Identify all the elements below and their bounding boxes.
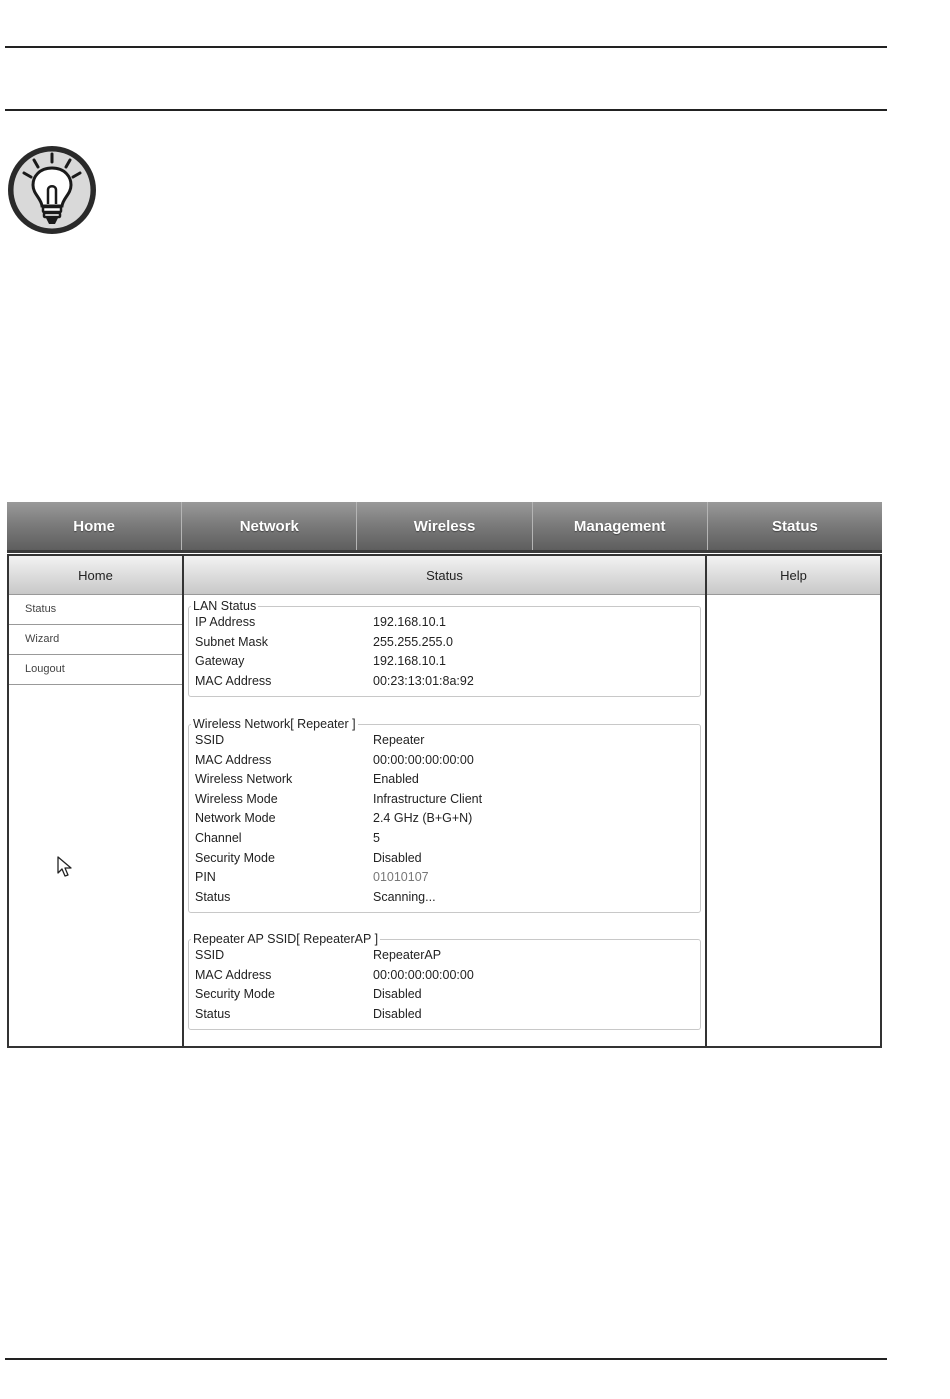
table-row: MAC Address 00:00:00:00:00:00 bbox=[195, 752, 474, 767]
sidebar-header: Home bbox=[9, 556, 182, 595]
repeater-ap-title: Repeater AP SSID[ RepeaterAP ] bbox=[193, 932, 379, 946]
table-row: PIN 01010107 bbox=[195, 868, 700, 888]
wps-pin-value: 01010107 bbox=[373, 870, 429, 885]
table-row: MAC Address 00:00:00:00:00:00 bbox=[195, 967, 474, 982]
table-row: Wireless Network Enabled bbox=[195, 772, 419, 787]
router-ui bbox=[7, 502, 882, 1048]
table-row: Wireless Mode Infrastructure Client bbox=[195, 791, 483, 806]
table-row: Subnet Mask 255.255.255.0 bbox=[195, 633, 700, 653]
wireless-network-title: Wireless Network[ Repeater ] bbox=[193, 717, 356, 731]
top-rule bbox=[5, 46, 887, 48]
mouse-cursor-icon bbox=[57, 856, 73, 878]
table-row: Security Mode Disabled bbox=[195, 850, 422, 865]
table-row: SSID Repeater bbox=[195, 733, 425, 747]
table-row: MAC Address 00:23:13:01:8a:92 bbox=[195, 672, 700, 692]
nav-tab-management[interactable]: Management bbox=[533, 502, 708, 550]
sidebar-item-wizard[interactable]: Wizard bbox=[9, 625, 182, 655]
nav-tab-home[interactable]: Home bbox=[7, 502, 182, 550]
table-row: IP Address 192.168.10.1 bbox=[195, 613, 700, 633]
table-row: Security Mode Disabled bbox=[195, 987, 422, 1002]
sidebar-item-logout[interactable]: Lougout bbox=[9, 655, 182, 685]
help-panel bbox=[705, 554, 882, 1048]
lan-ip-value: 192.168.10.1 bbox=[373, 615, 446, 629]
nav-tab-network[interactable]: Network bbox=[182, 502, 357, 550]
table-row: Status Disabled bbox=[195, 1006, 422, 1021]
header-rule bbox=[5, 109, 887, 111]
nav-tab-status[interactable]: Status bbox=[771, 517, 818, 535]
table-row: Gateway 192.168.10.1 bbox=[195, 652, 700, 672]
repeater-ap-group bbox=[188, 932, 701, 1030]
lan-mac-value: 00:23:13:01:8a:92 bbox=[373, 673, 474, 688]
help-header: Help bbox=[707, 556, 880, 595]
main-panel bbox=[182, 554, 707, 1048]
lan-status-title: LAN Status bbox=[193, 599, 257, 613]
bottom-rule bbox=[5, 1358, 887, 1360]
lan-status-group bbox=[188, 599, 701, 697]
table-row: Status Scanning... bbox=[195, 888, 700, 908]
sidebar-item-status[interactable]: Status bbox=[9, 595, 182, 625]
wireless-network-group bbox=[188, 717, 701, 913]
nav-tab-wireless[interactable]: Wireless bbox=[357, 502, 532, 550]
lightbulb-icon bbox=[6, 144, 98, 236]
sidebar bbox=[7, 554, 184, 1048]
main-header: Status bbox=[184, 556, 705, 595]
lan-subnet-value: 255.255.255.0 bbox=[373, 634, 453, 649]
table-row: Channel 5 bbox=[195, 830, 380, 845]
table-row: Network Mode 2.4 GHz (B+G+N) bbox=[195, 811, 473, 826]
table-row: SSID RepeaterAP bbox=[195, 948, 442, 962]
top-navigation bbox=[7, 502, 882, 553]
wireless-status-value: Scanning... bbox=[373, 889, 436, 904]
lan-gateway-value: 192.168.10.1 bbox=[373, 654, 446, 669]
